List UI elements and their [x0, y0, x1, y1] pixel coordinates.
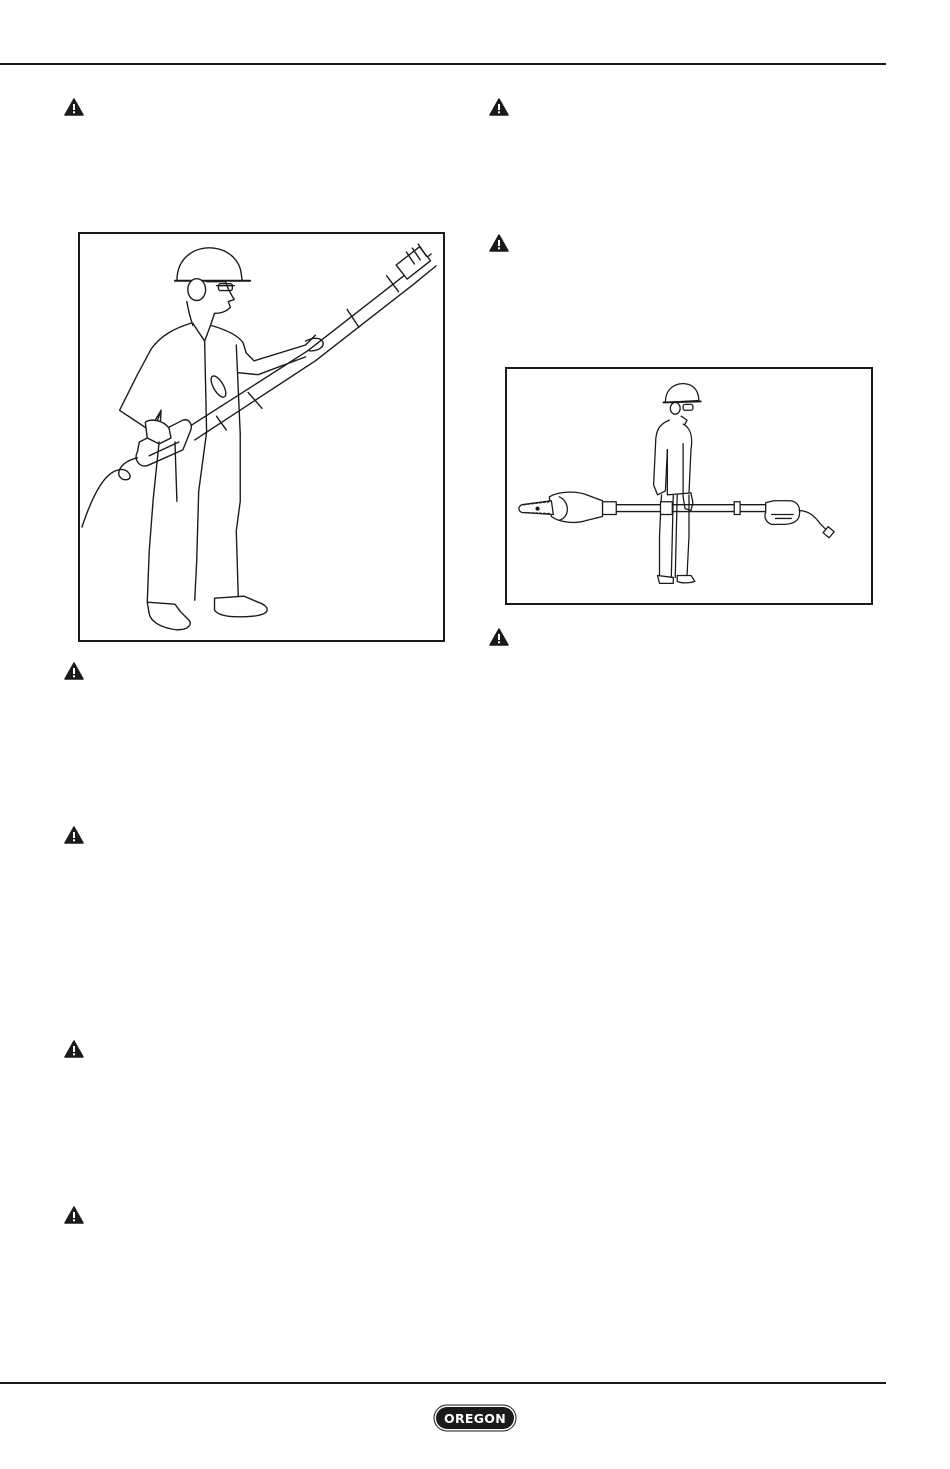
operator-carrying-pole-saw-icon: [507, 369, 871, 603]
warning-triangle-icon: [489, 628, 509, 646]
warning-triangle-icon: [64, 662, 84, 680]
footer-rule: [0, 1382, 886, 1384]
warning-triangle-icon: [489, 98, 509, 116]
warning-triangle-icon: [64, 1206, 84, 1224]
operating-posture-figure: [78, 232, 445, 642]
warning-triangle-icon: [64, 826, 84, 844]
carrying-posture-figure: [505, 367, 873, 605]
header-rule: [0, 63, 886, 65]
warning-triangle-icon: [489, 234, 509, 252]
operator-holding-pole-saw-icon: [80, 234, 443, 640]
oregon-logo: OREGON: [436, 1407, 514, 1429]
warning-triangle-icon: [64, 1040, 84, 1058]
warning-triangle-icon: [64, 98, 84, 116]
